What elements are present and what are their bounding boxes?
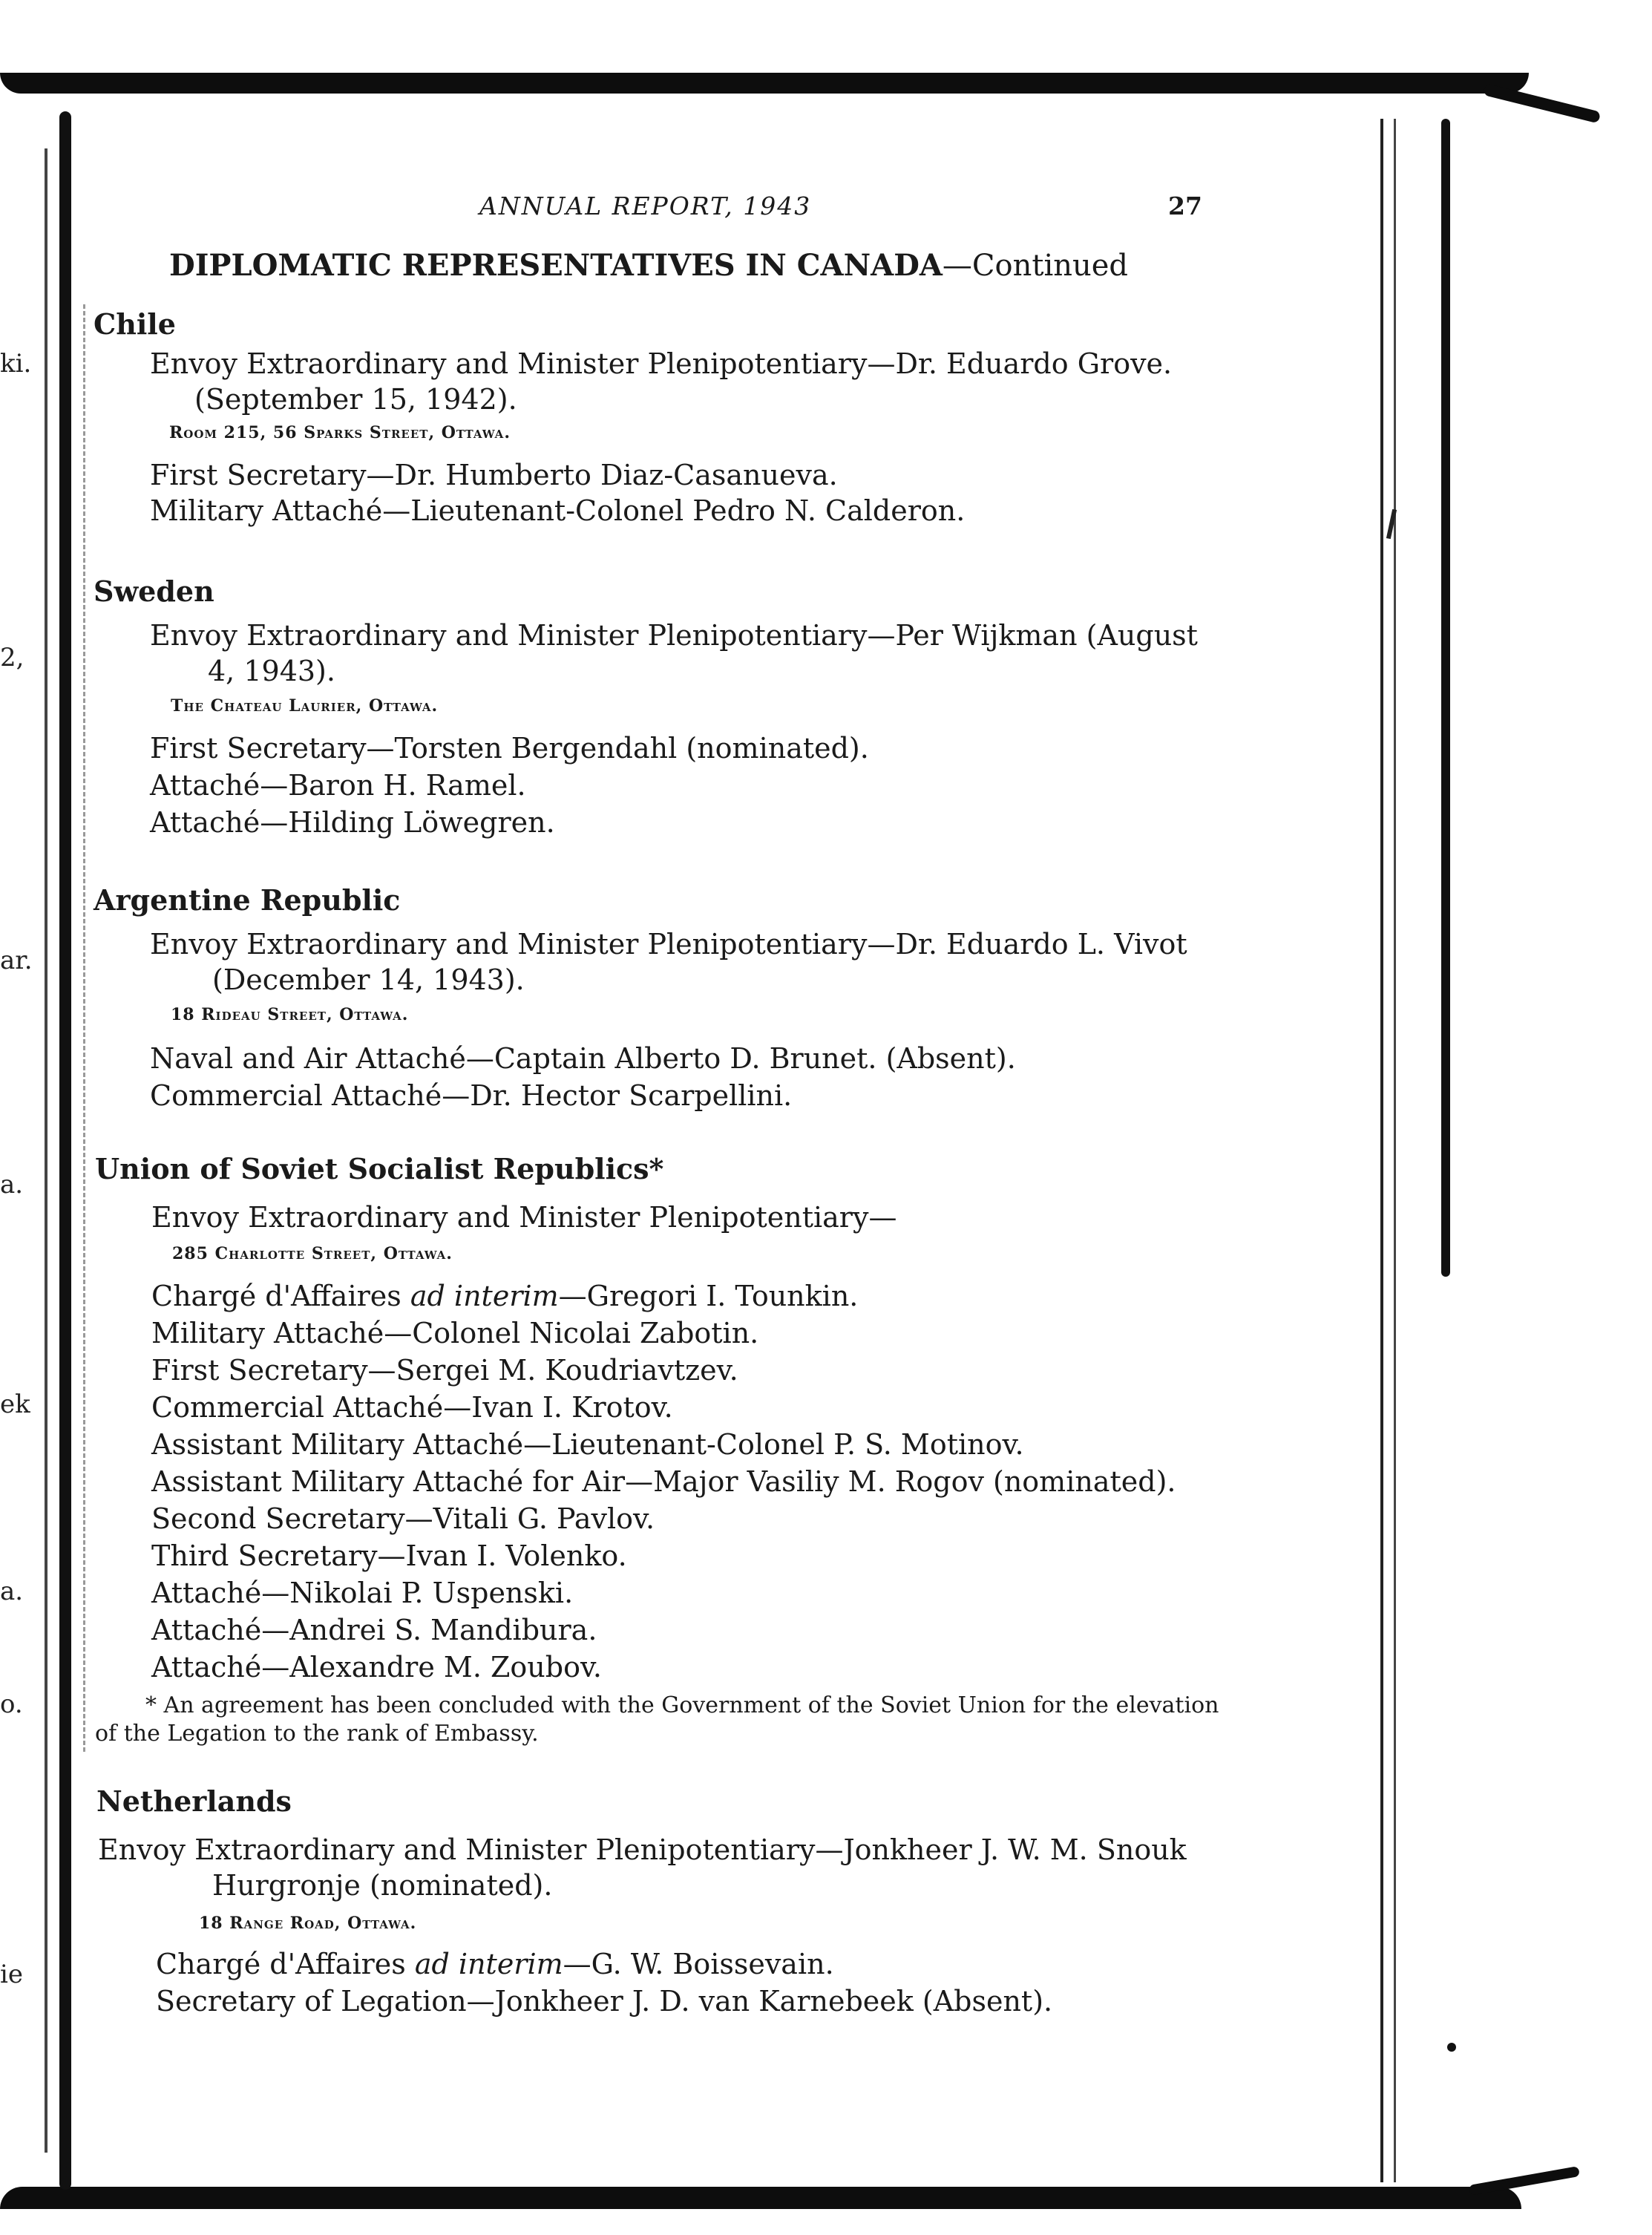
entry-line: (December 14, 1943).	[212, 963, 525, 996]
entry-line: Envoy Extraordinary and Minister Plenipotentiary—Dr. Eduardo L. Vivot	[150, 928, 1187, 961]
entry-line: First Secretary—Dr. Humberto Diaz-Casanueva.	[150, 459, 838, 491]
entry-line: First Secretary—Sergei M. Koudriavtzev.	[151, 1354, 738, 1387]
page-number: 27	[1168, 192, 1202, 220]
margin-fragment: a.	[0, 1170, 24, 1200]
entry-line: Third Secretary—Ivan I. Volenko.	[151, 1539, 627, 1572]
scan-spine-right	[1441, 119, 1450, 1277]
entry-line: Envoy Extraordinary and Minister Plenipotentiary—Dr. Eduardo Grove.	[150, 347, 1173, 380]
margin-fragment: a.	[0, 1577, 24, 1606]
entry-line: Naval and Air Attaché—Captain Alberto D. Brunet. (Absent).	[150, 1042, 1016, 1075]
address-line: The Chateau Laurier, Ottawa.	[171, 696, 439, 716]
entry-line: Attaché—Nikolai P. Uspenski.	[151, 1577, 574, 1609]
entry-line: Military Attaché—Colonel Nicolai Zabotin.	[151, 1317, 759, 1349]
scan-border-bottom-tail	[1469, 2166, 1580, 2196]
section-heading-chile: Chile	[94, 307, 176, 341]
entry-line: (September 15, 1942).	[194, 383, 517, 416]
running-header: ANNUAL REPORT, 1943	[479, 192, 812, 220]
scan-dot	[1447, 2043, 1456, 2052]
scan-border-top	[0, 73, 1529, 94]
entry-line: Military Attaché—Lieutenant-Colonel Pedro N. Calderon.	[150, 494, 966, 527]
entry-line: Chargé d'Affaires ad interim—Gregori I. Tounkin.	[151, 1280, 859, 1312]
margin-fragment: 2,	[0, 643, 24, 673]
section-heading-sweden: Sweden	[94, 575, 214, 608]
page-title-main: DIPLOMATIC REPRESENTATIVES IN CANADA	[169, 248, 943, 283]
section-heading-argentina: Argentine Republic	[94, 883, 401, 917]
entry-line: Attaché—Alexandre M. Zoubov.	[151, 1651, 602, 1683]
margin-fragment: ek	[0, 1390, 30, 1419]
address-line: Room 215, 56 Sparks Street, Ottawa.	[169, 423, 511, 442]
entry-line: Envoy Extraordinary and Minister Plenipotentiary—	[151, 1201, 897, 1234]
scan-dashed-gutter	[83, 304, 88, 1752]
section-heading-ussr: Union of Soviet Socialist Republics*	[95, 1152, 664, 1185]
entry-line: Commercial Attaché—Ivan I. Krotov.	[151, 1391, 673, 1424]
entry-line: Assistant Military Attaché for Air—Major Vasiliy M. Rogov (nominated).	[151, 1465, 1176, 1498]
entry-line: Second Secretary—Vitali G. Pavlov.	[151, 1502, 655, 1535]
scan-spine-left-inner	[45, 148, 47, 2153]
entry-line: Envoy Extraordinary and Minister Plenipotentiary—Jonkheer J. W. M. Snouk	[98, 1833, 1187, 1866]
entry-line: Attaché—Hilding Löwegren.	[150, 806, 555, 839]
scan-edge-right	[1380, 119, 1383, 2182]
section-heading-netherlands: Netherlands	[96, 1784, 292, 1818]
entry-line: Chargé d'Affaires ad interim—G. W. Boissevain.	[156, 1948, 834, 1980]
entry-line: Attaché—Baron H. Ramel.	[150, 769, 526, 802]
scan-border-bottom	[0, 2187, 1521, 2209]
margin-fragment: ki.	[0, 349, 32, 379]
entry-line: Secretary of Legation—Jonkheer J. D. van Karnebeek (Absent).	[156, 1985, 1053, 2018]
margin-fragment: ar.	[0, 946, 33, 975]
margin-fragment: o.	[0, 1689, 23, 1719]
margin-fragment: ie	[0, 1960, 23, 1989]
entry-line: First Secretary—Torsten Bergendahl (nominated).	[150, 732, 869, 765]
address-line: 18 Range Road, Ottawa.	[199, 1914, 417, 1933]
page-title	[169, 248, 1128, 283]
address-line: 18 Rideau Street, Ottawa.	[171, 1005, 409, 1024]
entry-line: 4, 1943).	[208, 655, 335, 687]
page-title-suffix: —Continued	[942, 249, 1129, 283]
entry-line: Hurgronje (nominated).	[212, 1869, 553, 1902]
address-line: 285 Charlotte Street, Ottawa.	[172, 1244, 453, 1263]
entry-line: Assistant Military Attaché—Lieutenant-Colonel P. S. Motinov.	[151, 1428, 1024, 1461]
entry-line: Envoy Extraordinary and Minister Plenipotentiary—Per Wijkman (August	[150, 619, 1198, 652]
scan-spine-left	[59, 111, 71, 2190]
entry-line: Commercial Attaché—Dr. Hector Scarpellini.	[150, 1079, 793, 1112]
footnote: * An agreement has been concluded with the Government of the Soviet Union for the elevation	[145, 1692, 1219, 1718]
scan-edge-right-inner	[1394, 119, 1396, 2182]
scan-border-top-tail	[1483, 83, 1601, 123]
entry-line: Attaché—Andrei S. Mandibura.	[151, 1614, 597, 1646]
footnote: of the Legation to the rank of Embassy.	[95, 1721, 539, 1747]
